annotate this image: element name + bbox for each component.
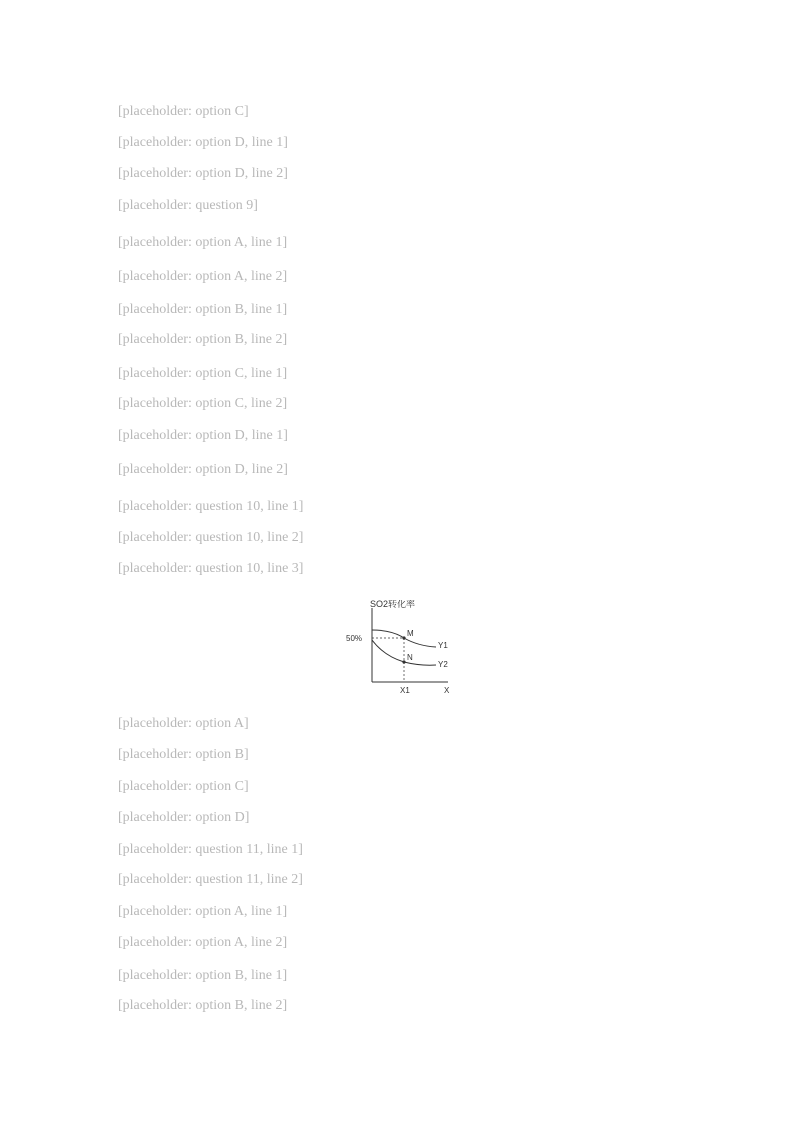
text-line: [placeholder: option C] bbox=[118, 104, 249, 119]
text-line: [placeholder: option A, line 1] bbox=[118, 235, 288, 250]
text-line: [placeholder: option B, line 2] bbox=[118, 332, 288, 347]
text-line: [placeholder: option C] bbox=[118, 779, 249, 794]
point-m-label: M bbox=[407, 629, 414, 638]
text-line: [placeholder: option B] bbox=[118, 747, 249, 762]
x-axis-label: X bbox=[444, 686, 450, 695]
text-line: [placeholder: option D, line 2] bbox=[118, 462, 288, 477]
text-line: [placeholder: option D, line 2] bbox=[118, 166, 288, 181]
point-n bbox=[402, 660, 405, 663]
text-line: [placeholder: option A, line 2] bbox=[118, 269, 288, 284]
point-m bbox=[402, 636, 405, 639]
text-line: [placeholder: question 9] bbox=[118, 198, 258, 213]
x-tick-label: X1 bbox=[400, 686, 410, 695]
so2-conversion-graph bbox=[340, 600, 460, 696]
curve-y1-label: Y1 bbox=[438, 641, 448, 650]
y-tick-label: 50% bbox=[346, 634, 363, 643]
text-line: [placeholder: question 11, line 2] bbox=[118, 872, 303, 887]
y-axis-label: SO2转化率 bbox=[370, 600, 416, 609]
text-line: [placeholder: option D] bbox=[118, 810, 250, 825]
text-line: [placeholder: question 10, line 3] bbox=[118, 561, 304, 576]
text-line: [placeholder: option A, line 2] bbox=[118, 935, 288, 950]
text-line: [placeholder: option D, line 1] bbox=[118, 428, 288, 443]
text-line: [placeholder: option D, line 1] bbox=[118, 135, 288, 150]
curve-y2-label: Y2 bbox=[438, 660, 448, 669]
text-line: [placeholder: option C, line 1] bbox=[118, 366, 288, 381]
text-line: [placeholder: option B, line 1] bbox=[118, 302, 288, 317]
text-line: [placeholder: option A] bbox=[118, 716, 249, 731]
point-n-label: N bbox=[407, 653, 413, 662]
text-line: [placeholder: question 10, line 2] bbox=[118, 530, 304, 545]
text-line: [placeholder: question 10, line 1] bbox=[118, 499, 304, 514]
text-line: [placeholder: question 11, line 1] bbox=[118, 842, 303, 857]
text-line: [placeholder: option C, line 2] bbox=[118, 396, 288, 411]
text-line: [placeholder: option A, line 1] bbox=[118, 904, 288, 919]
text-line: [placeholder: option B, line 1] bbox=[118, 968, 288, 983]
text-line: [placeholder: option B, line 2] bbox=[118, 998, 288, 1013]
